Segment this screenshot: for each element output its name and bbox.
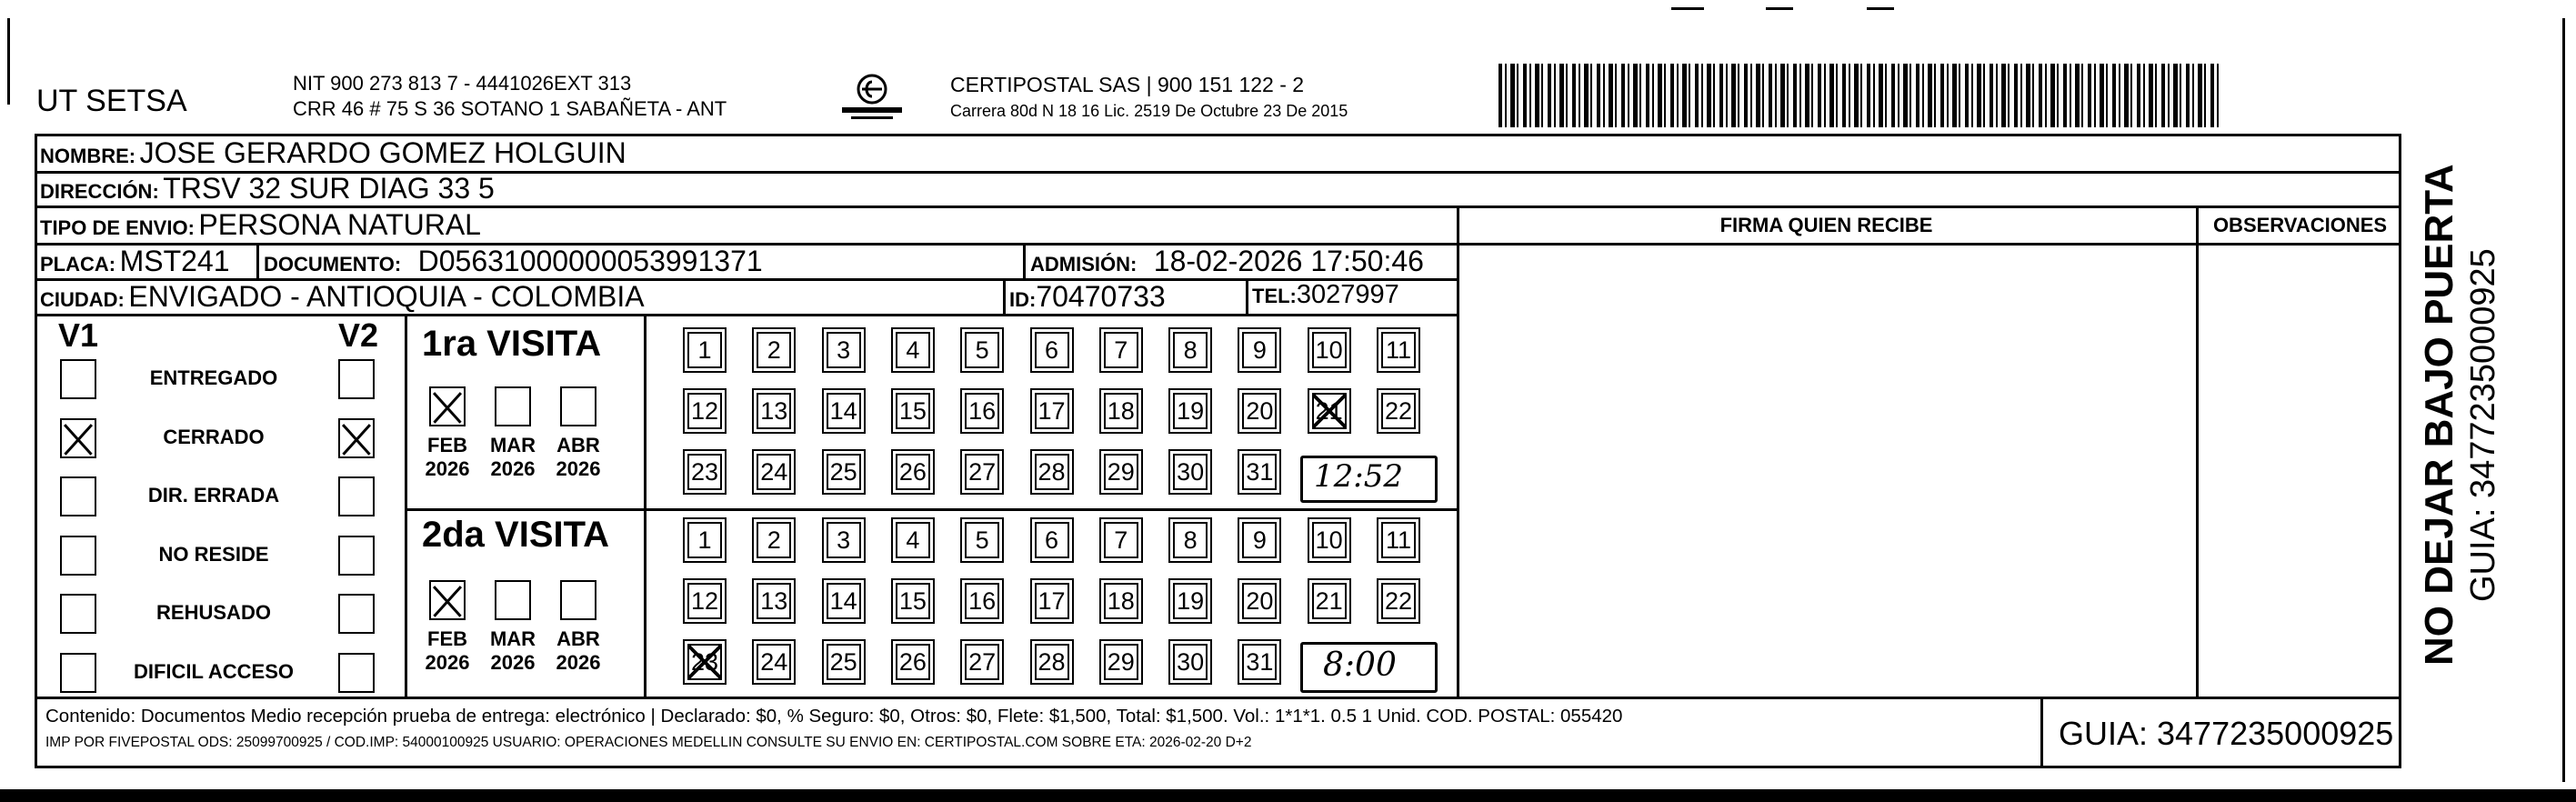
visit1-title: 1ra VISITA (422, 324, 602, 364)
visit2-day[interactable]: 29 (1104, 644, 1138, 680)
visit2-day[interactable]: 31 (1242, 644, 1277, 680)
visit2-day[interactable]: 16 (965, 583, 999, 619)
visit1-day[interactable]: 16 (965, 393, 999, 429)
visit2-day[interactable]: 24 (757, 644, 791, 680)
v1-header: V1 (58, 316, 99, 354)
visit2-month-year: 2026 (556, 651, 601, 674)
visit2-day[interactable]: 6 (1035, 522, 1069, 558)
visit2-day[interactable]: 13 (757, 583, 791, 619)
row-line-5 (35, 314, 1457, 316)
visit1-day[interactable]: 29 (1104, 454, 1138, 490)
visit2-month-year: 2026 (490, 651, 536, 674)
visit1-day[interactable]: 12 (687, 393, 722, 429)
doc-div (1023, 243, 1026, 280)
visit2-day[interactable]: 25 (827, 644, 861, 680)
id-value: 70470733 (1036, 280, 1166, 313)
visit1-month-year: 2026 (556, 457, 601, 480)
visit2-day[interactable]: 23 (687, 644, 722, 680)
top-dash-3 (1867, 7, 1894, 10)
visit2-month-label: FEB (427, 627, 467, 650)
direccion-label: DIRECCIÓN: (40, 180, 159, 203)
visit2-month-year: 2026 (425, 651, 470, 674)
visit2-month-label: ABR (556, 627, 600, 650)
visit1-day[interactable]: 4 (896, 332, 930, 368)
top-dash-1 (1671, 7, 1704, 10)
admision-row (1030, 245, 1424, 278)
nombre-label: NOMBRE: (40, 145, 136, 167)
documento-value: D05631000000053991371 (417, 245, 763, 277)
placa-label: PLACA: (40, 253, 116, 276)
status-label: NO RESIDE (158, 542, 269, 566)
visit2-day[interactable]: 20 (1242, 583, 1277, 619)
side-warning: NO DEJAR BAJO PUERTA (2417, 164, 2461, 666)
status-label: CERRADO (163, 425, 265, 448)
visit2-day[interactable]: 1 (687, 522, 722, 558)
visit2-month-checkbox[interactable] (560, 580, 596, 620)
visit1-day[interactable]: 18 (1104, 393, 1138, 429)
visit2-day[interactable]: 22 (1381, 583, 1416, 619)
visit2-day[interactable]: 18 (1104, 583, 1138, 619)
visit1-day[interactable]: 27 (965, 454, 999, 490)
side-guia: GUIA: 3477235000925 (2464, 248, 2502, 602)
visit1-month-checkbox[interactable] (429, 386, 466, 426)
signature-header: FIRMA QUIEN RECIBE (1719, 214, 1933, 236)
nombre-value: JOSE GERARDO GOMEZ HOLGUIN (139, 136, 626, 169)
direccion-row (40, 172, 495, 206)
visit1-month-year: 2026 (490, 457, 536, 480)
visit1-day[interactable]: 10 (1312, 332, 1347, 368)
status-label: REHUSADO (156, 601, 271, 624)
visit2-time (1300, 642, 1438, 693)
placa-div (256, 243, 259, 280)
visit1-month-year: 2026 (425, 457, 470, 480)
status-label: DIFICIL ACCESO (133, 659, 294, 683)
tel-row (1252, 280, 1399, 310)
visit1-month-label: FEB (427, 434, 467, 456)
visit2-day[interactable]: 26 (896, 644, 930, 680)
documento-row (264, 245, 763, 278)
status-v1-checkbox[interactable] (60, 653, 96, 693)
visit1-day[interactable]: 11 (1381, 332, 1416, 368)
barcode (1498, 64, 2221, 127)
visit1-day[interactable]: 19 (1173, 393, 1208, 429)
carrier-license: Carrera 80d N 18 16 Lic. 2519 De Octubre 23 De 2015 (950, 102, 1348, 120)
right-edge (2562, 18, 2565, 782)
visit2-time-value: 8:00 (1323, 647, 1397, 684)
admision-label: ADMISIÓN: (1030, 253, 1138, 276)
company-name: UT SETSA (36, 84, 187, 118)
visit1-day[interactable]: 25 (827, 454, 861, 490)
status-v2-checkbox[interactable] (338, 653, 375, 693)
visit1-day[interactable]: 14 (827, 393, 861, 429)
visit1-day[interactable]: 2 (757, 332, 791, 368)
visit1-day[interactable]: 8 (1173, 332, 1208, 368)
visit1-day[interactable]: 5 (965, 332, 999, 368)
visit1-day[interactable]: 13 (757, 393, 791, 429)
visit2-day[interactable]: 27 (965, 644, 999, 680)
visit2-day[interactable]: 5 (965, 522, 999, 558)
tipo-value: PERSONA NATURAL (198, 208, 481, 241)
visit1-day[interactable]: 24 (757, 454, 791, 490)
status-label: DIR. ERRADA (147, 484, 280, 506)
footer-imp: IMP POR FIVEPOSTAL ODS: 25099700925 / COD.IMP: 54000100925 USUARIO: OPERACIONES MEDELLIN CONSULTE SU ENVIO EN: CERTIPOSTAL.COM SOBRE ETA: 2026-02-20 D+2 (45, 735, 1252, 750)
visit1-month-checkbox[interactable] (495, 386, 531, 426)
visit1-day[interactable]: 9 (1242, 332, 1277, 368)
footer-guia: GUIA: 3477235000925 (2059, 715, 2394, 752)
status-v2-checkbox[interactable] (338, 359, 375, 399)
status-label: ENTREGADO (149, 366, 278, 389)
status-v1-checkbox[interactable] (60, 594, 96, 634)
visit2-day[interactable]: 30 (1173, 644, 1208, 680)
certipostal-logo (835, 71, 909, 122)
company-address: CRR 46 # 75 S 36 SOTANO 1 SABAÑETA - ANT (293, 97, 727, 120)
ciudad-value: ENVIGADO - ANTIOQUIA - COLOMBIA (128, 280, 645, 313)
status-v2-checkbox[interactable] (338, 594, 375, 634)
visit1-day[interactable]: 1 (687, 332, 722, 368)
visit1-month-checkbox[interactable] (560, 386, 596, 426)
v2-header: V2 (338, 316, 379, 354)
status-v2-checkbox[interactable] (338, 418, 375, 458)
company-nit: NIT 900 273 813 7 - 4441026EXT 313 (293, 72, 632, 95)
visit1-day[interactable]: 28 (1035, 454, 1069, 490)
visit2-day[interactable]: 9 (1242, 522, 1277, 558)
visit1-day[interactable]: 7 (1104, 332, 1138, 368)
status-v1-checkbox[interactable] (60, 476, 96, 516)
visit-div (405, 508, 1457, 511)
visit2-month-label: MAR (489, 627, 536, 650)
visit1-day[interactable]: 31 (1242, 454, 1277, 490)
bottom-edge (0, 789, 2576, 802)
visit2-day[interactable]: 14 (827, 583, 861, 619)
id-div (1003, 278, 1006, 316)
visit1-month-label: MAR (489, 434, 536, 456)
visit2-month-checkbox[interactable] (429, 580, 466, 620)
visit2-day[interactable]: 17 (1035, 583, 1069, 619)
visit1-day[interactable]: 23 (687, 454, 722, 490)
visit2-day[interactable]: 28 (1035, 644, 1069, 680)
visit2-day[interactable]: 4 (896, 522, 930, 558)
nombre-row (40, 136, 626, 170)
observations-area[interactable] (2199, 246, 2401, 697)
tel-div (1246, 278, 1248, 316)
visit1-day[interactable]: 26 (896, 454, 930, 490)
placa-value: MST241 (119, 245, 230, 277)
visit2-month-checkbox[interactable] (495, 580, 531, 620)
visit1-day[interactable]: 15 (896, 393, 930, 429)
visit2-day[interactable]: 15 (896, 583, 930, 619)
visit2-day[interactable]: 7 (1104, 522, 1138, 558)
ciudad-row (40, 280, 645, 314)
visit1-day[interactable]: 22 (1381, 393, 1416, 429)
visit2-day[interactable]: 12 (687, 583, 722, 619)
status-div (405, 314, 407, 697)
visit2-title: 2da VISITA (422, 515, 609, 555)
visit1-day[interactable]: 3 (827, 332, 861, 368)
id-row (1009, 280, 1166, 314)
visit2-day[interactable]: 3 (827, 522, 861, 558)
ciudad-label: CIUDAD: (40, 288, 125, 311)
status-v1-checkbox[interactable] (60, 359, 96, 399)
tel-value: 3027997 (1296, 280, 1399, 309)
visit2-day[interactable]: 2 (757, 522, 791, 558)
status-v1-checkbox[interactable] (60, 418, 96, 458)
footer-line (35, 697, 2401, 699)
observations-header: OBSERVACIONES (2212, 214, 2388, 236)
visit2-day[interactable]: 19 (1173, 583, 1208, 619)
visit2-day[interactable]: 10 (1312, 522, 1347, 558)
direccion-value: TRSV 32 SUR DIAG 33 5 (163, 172, 495, 205)
visit2-day[interactable]: 11 (1381, 522, 1416, 558)
tipo-label: TIPO DE ENVIO: (40, 216, 195, 239)
admision-value: 18-02-2026 17:50:46 (1153, 245, 1424, 277)
footer-guia-div (2040, 697, 2043, 768)
status-v1-checkbox[interactable] (60, 536, 96, 576)
signature-area[interactable] (1459, 246, 2196, 697)
visit1-day[interactable]: 6 (1035, 332, 1069, 368)
visit-months-div (644, 314, 647, 697)
documento-label: DOCUMENTO: (264, 253, 402, 276)
visit1-day[interactable]: 20 (1242, 393, 1277, 429)
visit1-month-label: ABR (556, 434, 600, 456)
tipo-row (40, 208, 481, 242)
visit2-day[interactable]: 8 (1173, 522, 1208, 558)
id-label: ID: (1009, 288, 1037, 311)
top-dash-2 (1766, 7, 1793, 10)
status-v2-checkbox[interactable] (338, 476, 375, 516)
visit1-day[interactable]: 17 (1035, 393, 1069, 429)
placa-row (40, 245, 230, 278)
left-edge-mark (7, 18, 10, 105)
footer-contenido: Contenido: Documentos Medio recepción prueba de entrega: electrónico | Declarado: $0, % Seguro: $0, Otros: $0, Flete: $1,500, Total: $1,500. Vol.: 1*1*1. 0.5 1 Unid. COD. POSTAL: 055420 (45, 706, 1623, 727)
visit1-day[interactable]: 30 (1173, 454, 1208, 490)
visit1-time-value: 12:52 (1314, 458, 1403, 495)
visit2-day[interactable]: 21 (1312, 583, 1347, 619)
status-v2-checkbox[interactable] (338, 536, 375, 576)
visit1-day[interactable]: 21 (1312, 393, 1347, 429)
carrier-name: CERTIPOSTAL SAS | 900 151 122 - 2 (950, 73, 1305, 96)
tel-label: TEL: (1252, 285, 1297, 307)
visit1-time (1300, 456, 1438, 503)
